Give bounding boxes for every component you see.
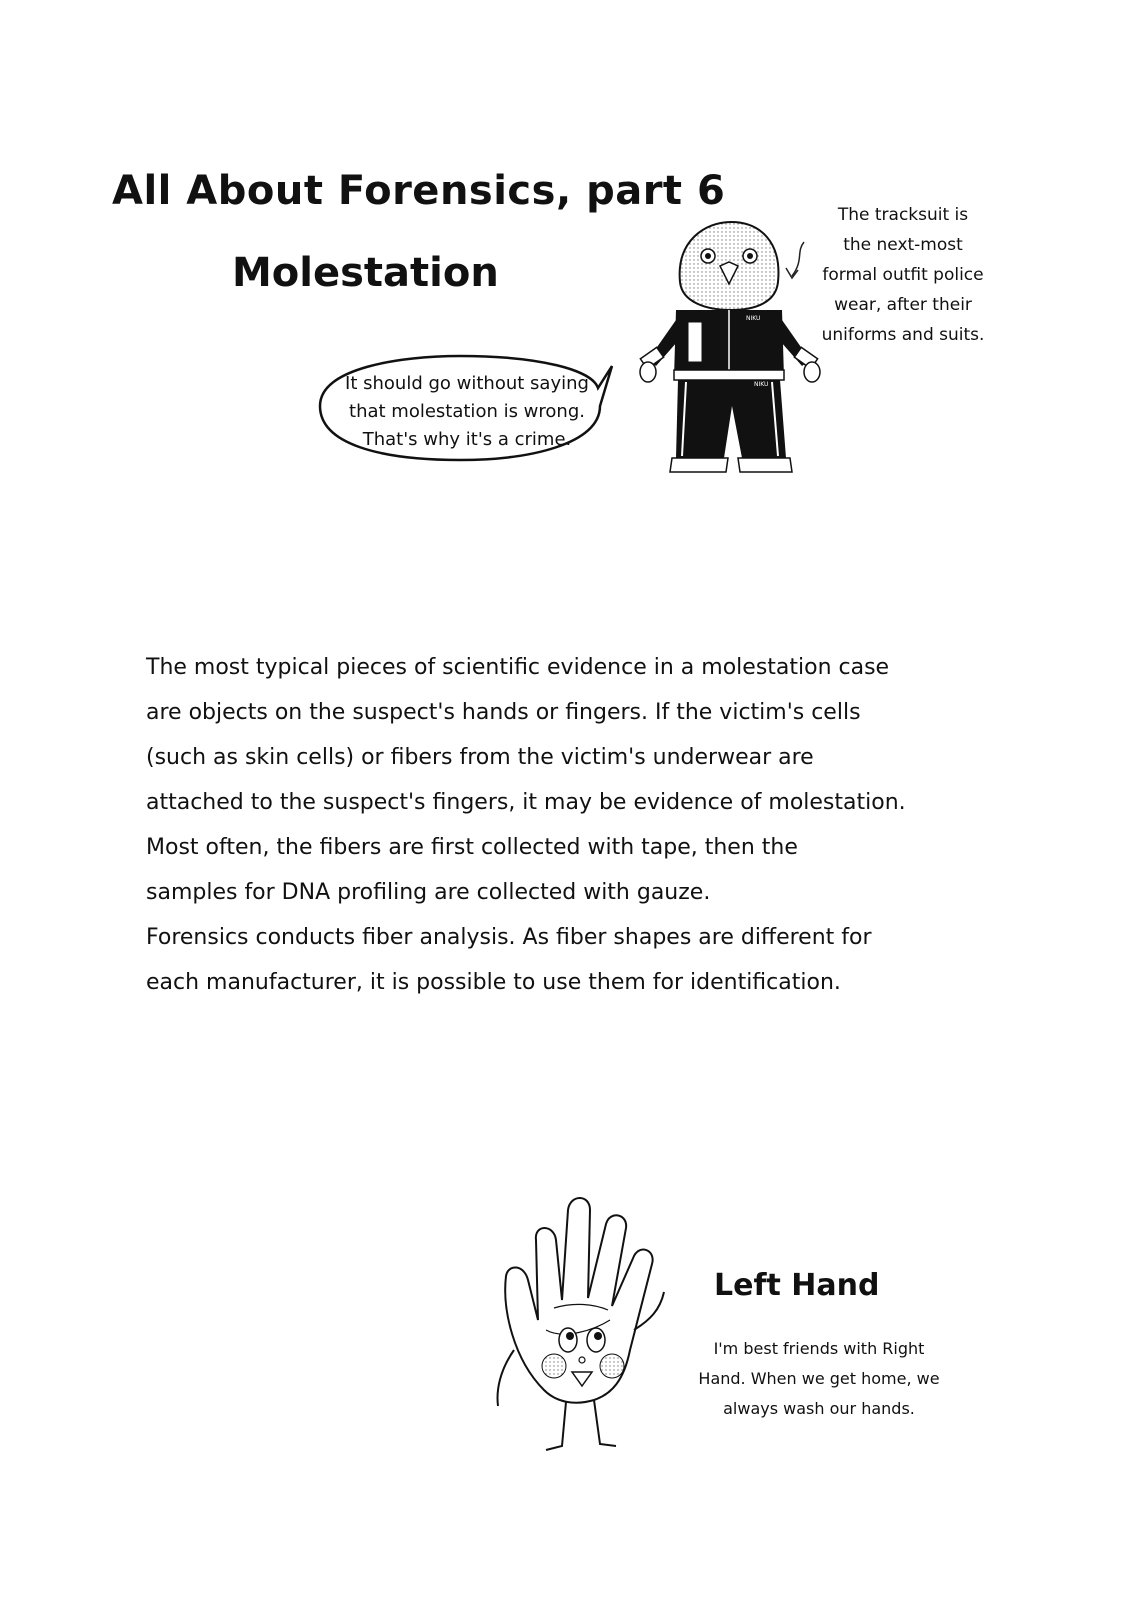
pigeon-detective-illustration xyxy=(636,210,826,480)
body-line: are objects on the suspect's hands or fingers. If the victim's cells xyxy=(146,700,861,725)
body-line: each manufacturer, it is possible to use them for identification. xyxy=(146,970,841,995)
speech-line: That's why it's a crime. xyxy=(362,429,572,450)
page-title: All About Forensics, part 6 xyxy=(112,168,726,214)
body-line: (such as skin cells) or fibers from the victim's underwear are xyxy=(146,745,814,770)
speech-bubble-text xyxy=(322,370,612,454)
page-subtitle: Molestation xyxy=(232,250,499,296)
tracksuit-note-line: wear, after their xyxy=(834,295,972,315)
body-line: The most typical pieces of scientific evidence in a molestation case xyxy=(146,655,890,680)
body-line: samples for DNA profiling are collected with gauze. xyxy=(146,880,711,905)
body-line: attached to the suspect's fingers, it may be evidence of molestation. xyxy=(146,790,906,815)
tracksuit-note-line: the next-most xyxy=(843,235,963,255)
tracksuit-note-line: formal outfit police xyxy=(822,265,984,285)
tracksuit-note-line: uniforms and suits. xyxy=(821,325,985,345)
body-paragraph xyxy=(146,645,996,1005)
pigeon-pants-logo: NIKU xyxy=(754,381,769,388)
tracksuit-note xyxy=(808,200,998,350)
body-line: Forensics conducts fiber analysis. As fiber shapes are different for xyxy=(146,925,872,950)
tracksuit-note-line: The tracksuit is xyxy=(837,205,969,225)
left-hand-note-line: I'm best friends with Right xyxy=(713,1339,925,1358)
left-hand-character-illustration xyxy=(484,1180,684,1470)
speech-line: that molestation is wrong. xyxy=(349,401,585,422)
left-hand-note-line: always wash our hands. xyxy=(723,1399,915,1418)
pigeon-chest-logo: NIKU xyxy=(746,315,761,322)
body-line: Most often, the fibers are first collected with tape, then the xyxy=(146,835,798,860)
speech-line: It should go without saying xyxy=(345,373,589,394)
left-hand-note xyxy=(694,1334,944,1424)
left-hand-title: Left Hand xyxy=(714,1268,880,1303)
left-hand-note-line: Hand. When we get home, we xyxy=(698,1369,940,1388)
